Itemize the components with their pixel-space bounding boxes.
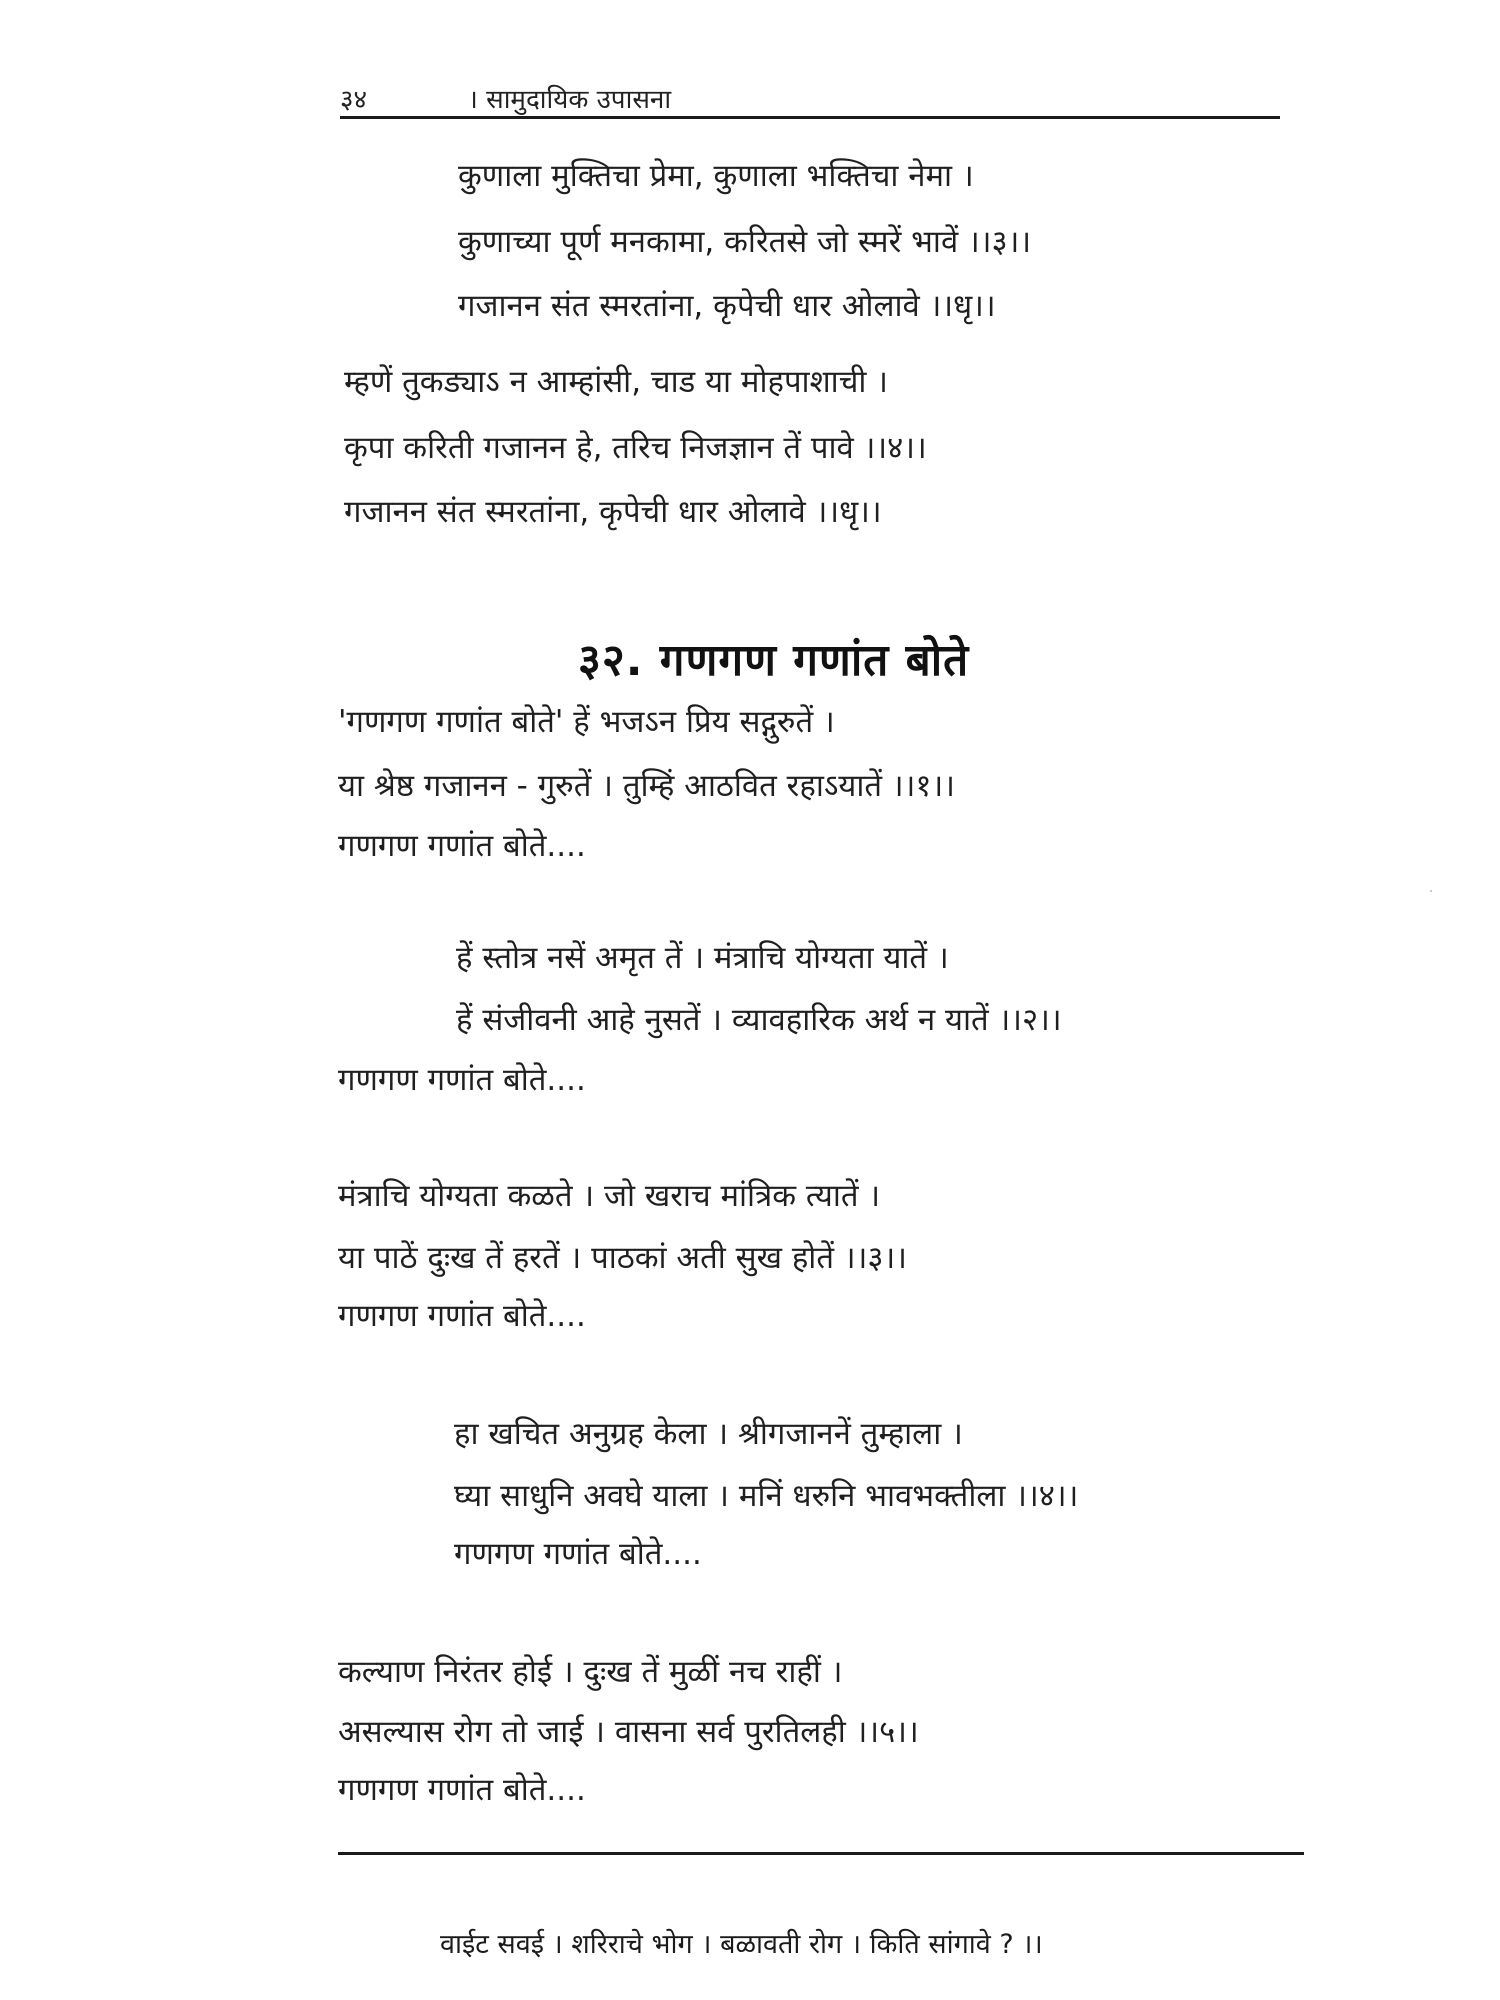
verse-line: म्हणें तुकड्याऽ न आम्हांसी, चाड या मोहपाशाची । bbox=[344, 364, 889, 400]
verse-line: असल्यास रोग तो जाई । वासना सर्व पुरतिलही ।।५।। bbox=[338, 1714, 919, 1750]
verse-line: हें स्तोत्र नसें अमृत तें । मंत्राचि योग्यता यातें । bbox=[456, 940, 949, 976]
footer-divider bbox=[338, 1852, 1304, 1855]
refrain-line: गणगण गणांत बोते.... bbox=[338, 828, 586, 864]
verse-line: हें संजीवनी आहे नुसतें । व्यावहारिक अर्थ न यातें ।।२।। bbox=[456, 1002, 1062, 1038]
refrain-line: गजानन संत स्मरतांना, कृपेची धार ओलावे ।।धृ।। bbox=[458, 288, 996, 324]
refrain-line: गणगण गणांत बोते.... bbox=[454, 1536, 702, 1572]
verse-line: कुणाला मुक्तिचा प्रेमा, कुणाला भक्तिचा नेमा । bbox=[458, 158, 974, 194]
verse-line: या पाठें दुःख तें हरतें । पाठकां अती सुख होतें ।।३।। bbox=[338, 1240, 907, 1276]
verse-line: कृपा करिती गजानन हे, तरिच निजज्ञान तें पावे ।।४।। bbox=[344, 430, 927, 466]
verse-line: मंत्राचि योग्यता कळते । जो खराच मांत्रिक त्यातें । bbox=[338, 1178, 881, 1214]
page-number: ३४ bbox=[340, 85, 368, 115]
refrain-line: गणगण गणांत बोते.... bbox=[338, 1062, 586, 1098]
verse-line: 'गणगण गणांत बोते' हें भजऽन प्रिय सद्गुरुतें । bbox=[338, 704, 835, 740]
verse-line: कल्याण निरंतर होई । दुःख तें मुळीं नच राहीं । bbox=[338, 1654, 843, 1690]
header-divider bbox=[340, 116, 1280, 119]
refrain-line: गजानन संत स्मरतांना, कृपेची धार ओलावे ।।धृ।। bbox=[344, 494, 882, 530]
refrain-line: गणगण गणांत बोते.... bbox=[338, 1772, 586, 1808]
page-header bbox=[340, 72, 1280, 118]
verse-line: या श्रेष्ठ गजानन - गुरुतें । तुम्हिं आठवित रहाऽयातें ।।१।। bbox=[338, 768, 955, 804]
verse-line: घ्या साधुनि अवघे याला । मनिं धरुनि भावभक्तीला ।।४।। bbox=[454, 1478, 1079, 1514]
refrain-line: गणगण गणांत बोते.... bbox=[338, 1298, 586, 1334]
book-title: । सामुदायिक उपासना bbox=[468, 85, 672, 115]
section-heading: ३२. गणगण गणांत बोते bbox=[578, 635, 970, 686]
verse-line: कुणाच्या पूर्ण मनकामा, करितसे जो स्मरें भावें ।।३।। bbox=[458, 224, 1032, 260]
page-footer: वाईट सवई । शरिराचे भोग । बळावती रोग । किति सांगावे ? ।। bbox=[440, 1929, 1043, 1960]
verse-line: हा खचित अनुग्रह केला । श्रीगजाननें तुम्हाला । bbox=[454, 1416, 963, 1452]
scan-speck bbox=[1430, 890, 1432, 892]
